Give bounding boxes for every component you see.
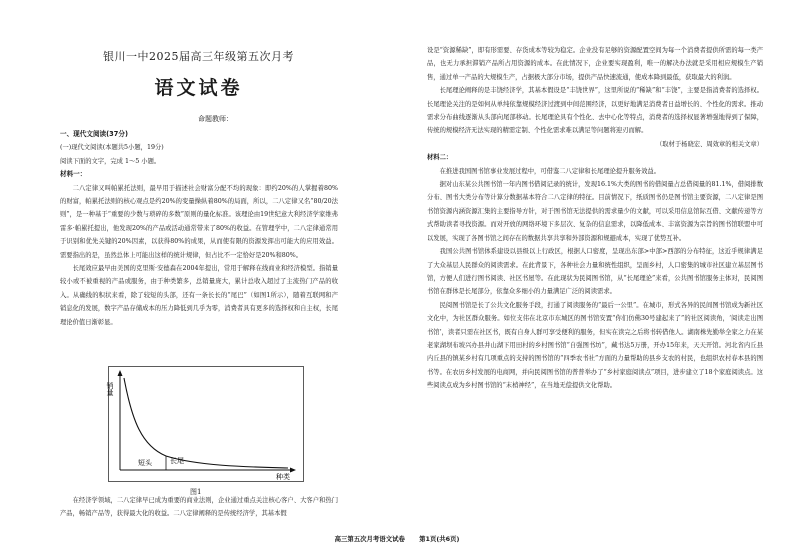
school-title: 银川一中2025届高三年级第五次月考 [103, 50, 294, 63]
material1-label: 材料一： [60, 170, 87, 179]
exam-title: 语文试卷 [154, 77, 243, 99]
right-text-block [427, 44, 763, 393]
paragraph: 长尾理论阐释的是丰饶经济学，其基本假设是“丰饶世界”，这里所说的“稀缺”和“丰饶”，主要是指消费者的选择权。长尾理论关注的是如何从单纯依靠规模经济过渡到中间范围经济，以更好地满足消费者日益增长的、个性化的需求。推动需求分布曲线逐渐从头部向尾部移动。长尾理论具有个性化、去中心化等特点，消费者的选择权显著增强地得到了保障，传统的规模经济无法实现的精需定制、个性化需求难以满足等问题将迎刃而解。 [427, 87, 763, 135]
instruction-text: 阅读下面的文字，完成 1～5 小题。 [60, 157, 161, 165]
section-heading: 一、现代文阅读(37分) [60, 130, 128, 138]
source-note: （取材于杨晓宏、周效章的相关文章） [655, 140, 763, 148]
tail-label: 长尾 [170, 457, 184, 465]
paragraph: 设是“资源稀缺”，即有形需要、存货成本等较为稳定。企业没有足够的资源配置空间为每一个消费者提供所需的每一类产品，也无力承担滞销产品所占用资源的成本。在此情况下，企业要实现盈利，唯一的解决办法就是采用相应规模生产销售，通过单一产品的大规模生产，占据极大部分市场，提供产品快速流通，使成本降到最低，获取最大的利润。 [427, 47, 763, 81]
paragraph: 二八定律又叫帕累托法则，最早用于描述社会财富分配不均的现象：即约20%的人掌握着80%的财富，帕累托法则的核心观点是约20%的变量操纵着80%的局面，所以，二八定律又名“80/20法则”，是一种基于“重要的少数与琐碎的多数”原则的量化标准。该理论由19世纪意大利经济学家维弗雷多·帕累托提出，他发现20%的产品或活动通常带来了80%的收益。在管理学中，二八定律通常用于识别和优先关键的20%因素，以获得80%的成果，从而使有限的资源发挥出可能大的应用效益。需要指出的是，虽然总体上可能出这样的统计规律，但占比不一定恰好是20%和80%。 [60, 184, 338, 259]
paragraph: 我国公共图书馆体系建设以县级以上行政区，根据人口密度，呈现出东部>中部>西部的分布特征，这近乎规律满足了大众基层人民群众的阅读需求。在此背景下，各种社会力量和统性组织，呈面乡村，人口密集的城市社区建立基层图书馆，方便人们进行图书阅读、社区书屋等。在此现状为民阅图书馆，从“长尾理论”来看，公共图书馆服务主体对，民阅图书馆在群体是长尾部分，依靠众多细小的力量满足广泛的阅读需求。 [427, 248, 763, 296]
paragraph: 在经济学领域，二八定律早已成为重要的商业法则，企业通过重点关注核心客户、大客户和热门产品，畅销产品等，获得最大化的收益。二八定律阐释的是传统经济学，其基本假 [60, 497, 338, 518]
paragraph: 据对山东某公共图书馆一年内图书借阅记录的统计，发现16.1%大类的图书的借阅量占总借阅量的81.1%，借阅排数分布、图书大类分布等计算分数据基本符合二八定律的特征。目前情况下，纸质图书仍是图书馆主要资源，二八定律是图书馆资源内涵资源汇集的主要指导方针，对于图书馆无法提供的需求量少的文献，可以采用信息馆际互借、文献传递等方式帮助读者寻找资源。而对开放的网络环境下多层次、复杂的信息需求，以降低成本、丰富资源为宗旨的图书馆联盟中可以发展，实现了各图书馆之间存在的数据共享共享和外部资源和规避成本，实现了优势互补。 [427, 181, 763, 242]
demand-curve [124, 378, 288, 468]
section1-intro [60, 128, 338, 329]
left-bottom-text [60, 494, 338, 521]
paragraph: 在推进我国图书馆事业发展过程中，可借鉴二八定律和长尾理论提升服务效益。 [439, 167, 660, 175]
footer-page-info: 第1页(共6页) [419, 535, 460, 543]
head-label: 短头 [138, 459, 152, 467]
y-axis-label: 销量 [106, 382, 114, 396]
material2-label: 材料二： [427, 154, 453, 162]
figure-caption: 图1 [190, 488, 202, 496]
footer-exam-name: 高三第五次月考语文试卷 [334, 535, 405, 543]
y-axis-arrow [118, 370, 123, 376]
sub-heading: (一)现代文阅读(本题共5小题，19分) [60, 144, 164, 152]
long-tail-figure [108, 366, 304, 482]
paragraph: 长尾效应最早由美国的克里斯·安德森在2004年提出，常用于解释在线商业和经济模型。指销量较小或不被重视的产品或服务，由于种类繁多，总销量庞大，累计总收入超过了主流热门产品的收入。从确线的积状来看，除了较短的头部，还有一条长长的“尾巴”（如图1所示），随着互联网和产销息化的发展，数字产品存储成本的压力降低到几乎为零，消费者具有更多的选择权和自主权，长尾理论价值日渐彰显。 [60, 265, 338, 326]
x-axis-arrow [290, 468, 296, 473]
right-column [397, 0, 794, 550]
paragraph: 民阅图书馆是长了公共文化服务手段，打通了阅读服务的“最后一公里”。在城市，形式各异的民间图书馆成为新社区文化中，为社区群众服务。如位支伟在北京市东城区的图书馆安置“你们仿佛30号建起来了”的社区阅读角，‘阅读走出图书馆’，读者只需在社区书，既有自身人群可享受便利的服务，但实在读完之后将书转借他人。湖南株先勤举全家之力在某老家湖坝布坡兴办县井山湖下用田村的乡村图书馆“自强图书坊”，藏书达5万册，开办15年来，天天开馆。河北省内丘县内丘县的镇某乡村有几项重点的支持的图书馆的“四季农书社”方面的力量帮助的县乡支农的村民，也组织农村春本县的图书等。在农历乡村发展的电商网，并向民阅图书馆的普普举办了“乡村家庭阅读点”项目，进步建立了18个家庭阅读点。这些阅读点成为乡村图书馆的“末梢神经”，在当地无偿提供文化帮助。 [427, 301, 763, 390]
x-axis-label: 种类 [276, 473, 290, 481]
page-footer [0, 534, 794, 543]
author-line: 命题教师： [198, 115, 233, 123]
